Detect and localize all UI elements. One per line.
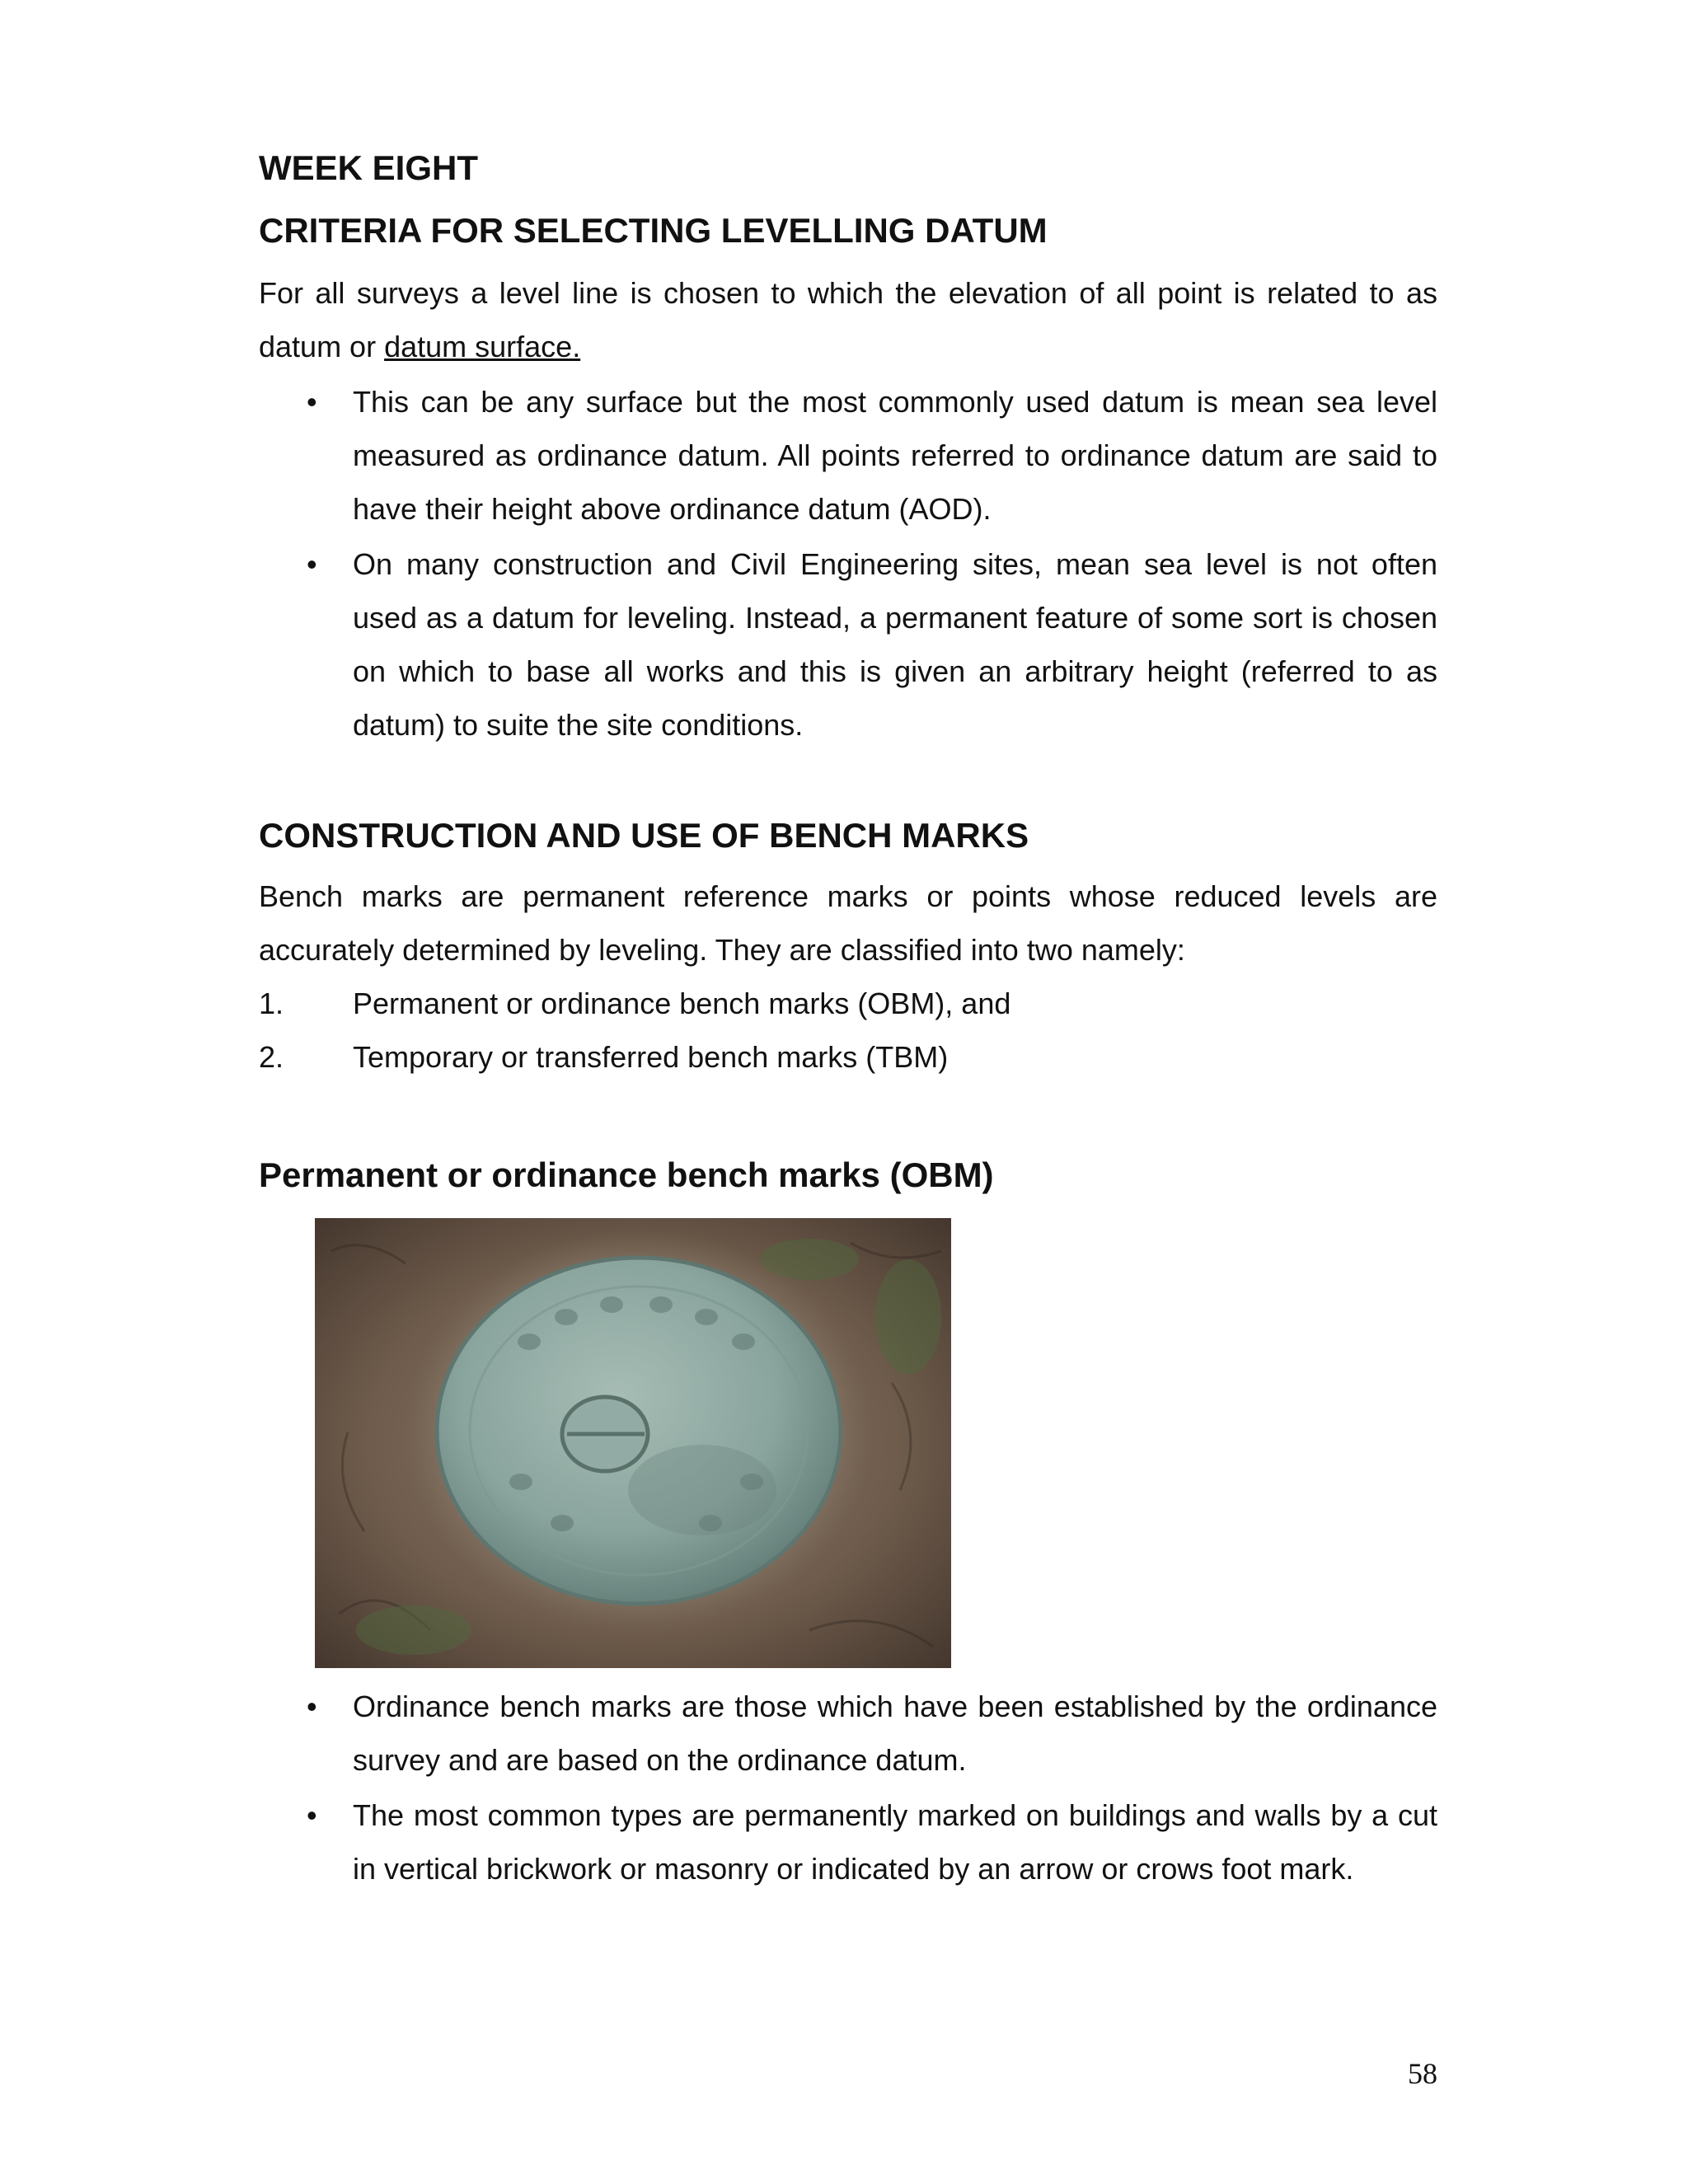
- week-heading: WEEK EIGHT: [259, 148, 479, 187]
- construction-heading: CONSTRUCTION AND USE OF BENCH MARKS: [259, 816, 1029, 855]
- benchmark-disc-photo: [315, 1218, 951, 1668]
- bullet-icon: •: [307, 385, 317, 419]
- bench-numbered-list: [259, 977, 1437, 1084]
- list-item-text: The most common types are permanently marked on buildings and walls by a cut in vertical brickwork or masonry or indicated by an arrow or crows foot mark.: [353, 1798, 1437, 1886]
- bullet-icon: •: [307, 1798, 317, 1832]
- list-item: [259, 537, 1437, 752]
- criteria-heading: CRITERIA FOR SELECTING LEVELLING DATUM: [259, 211, 1048, 250]
- datum-surface-link: datum surface.: [384, 330, 581, 363]
- list-item-text: Permanent or ordinance bench marks (OBM), and: [353, 987, 1011, 1020]
- bench-intro-paragraph: Bench marks are permanent reference marks or points whose reduced levels are accurately determined by leveling. They are classified into two namely:: [259, 879, 1437, 967]
- datum-bullet-list: [259, 375, 1437, 753]
- intro-text: For all surveys a level line is chosen to which the elevation of all point is related to as datum or: [259, 276, 1437, 363]
- page-number: 58: [1408, 2057, 1437, 2090]
- list-item-text: This can be any surface but the most commonly used datum is mean sea level measured as ordinance datum. All points referred to ordinance datum are said to have their height above ordinance datum (AOD).: [353, 385, 1437, 526]
- intro-paragraph: [259, 266, 1437, 373]
- list-item: [259, 1030, 1437, 1084]
- benchmark-disc-image: [315, 1218, 951, 1668]
- list-item: [259, 1788, 1437, 1896]
- list-item-text: On many construction and Civil Engineering sites, mean sea level is not often used as a datum for leveling. Instead, a permanent feature of some sort is chosen on which to base all works and this is given an arbitrary height (referred to as datum) to suite the site conditions.: [353, 547, 1437, 742]
- list-number: 1.: [259, 987, 284, 1020]
- list-number: 2.: [259, 1040, 284, 1074]
- document-page: [259, 0, 1437, 2184]
- list-item-text: Temporary or transferred bench marks (TBM): [353, 1040, 949, 1074]
- obm-bullet-list: [259, 1680, 1437, 1897]
- list-item-text: Ordinance bench marks are those which have been established by the ordinance survey and are based on the ordinance datum.: [353, 1690, 1437, 1777]
- bullet-icon: •: [307, 547, 317, 581]
- list-item: [259, 977, 1437, 1030]
- list-item: [259, 375, 1437, 536]
- bullet-icon: •: [307, 1690, 317, 1723]
- list-item: [259, 1680, 1437, 1787]
- obm-heading: Permanent or ordinance bench marks (OBM): [259, 1155, 994, 1194]
